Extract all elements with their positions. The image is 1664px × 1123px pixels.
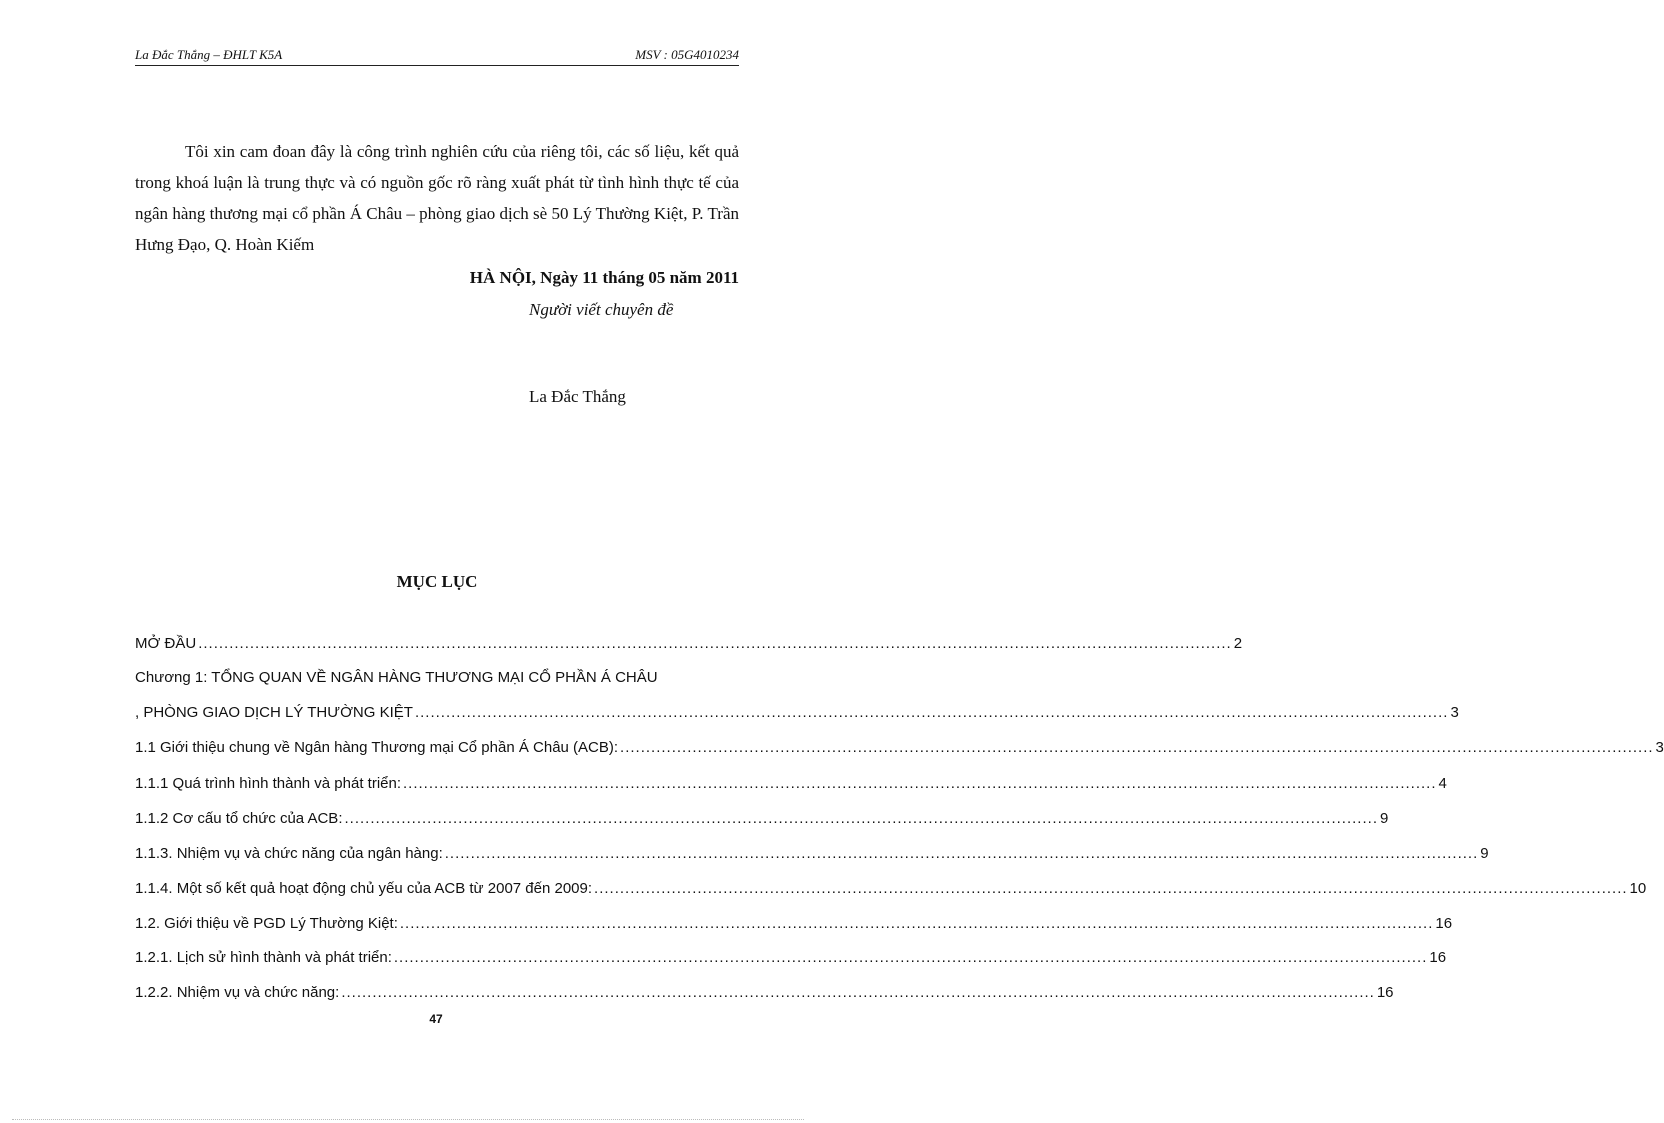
dot-leader: ........................................................................................................................................................................................................ (594, 880, 1628, 897)
dot-leader: ........................................................................................................................................................................................................ (198, 635, 1232, 652)
toc-entry-label: 1.2.2. Nhiệm vụ và chức năng: (135, 984, 340, 1001)
toc-entry[interactable] (135, 775, 1447, 797)
dot-leader: ........................................................................................................................................................................................................ (341, 984, 1375, 1001)
declaration-paragraph: Tôi xin cam đoan đây là công trình nghiên cứu của riêng tôi, các số liệu, kết quả trong khoá luận là trung thực và có nguồn gốc rõ ràng xuất phát từ tình hình thực tế của ngân hàng thương mại cổ phần Á Châu – phòng giao dịch sè 50 Lý Thường Kiệt, P. Trần Hưng Đạo, Q. Hoàn Kiếm (135, 142, 739, 254)
header-author: La Đắc Thắng – ĐHLT K5A (135, 47, 283, 62)
dot-leader: ........................................................................................................................................................................................................ (414, 704, 1449, 721)
toc-entry-page: 3 (1655, 739, 1664, 756)
toc-entry[interactable] (135, 669, 771, 691)
toc-entry-label: 1.1.1 Quá trình hình thành và phát triển: (135, 775, 402, 792)
dot-leader: ........................................................................................................................................................................................................ (620, 739, 1654, 756)
toc-entry-page: 10 (1629, 880, 1647, 897)
writer-label: Người viết chuyên đề (529, 300, 674, 319)
toc-entry-label: Chương 1: TỔNG QUAN VỀ NGÂN HÀNG THƯƠNG MẠI CỔ PHẦN Á CHÂU (135, 669, 658, 686)
toc-entry[interactable] (135, 739, 1664, 761)
toc-entry[interactable] (135, 810, 1389, 832)
toc-entry[interactable] (135, 949, 1447, 971)
toc-entry-page: 16 (1435, 915, 1453, 932)
toc-entry-label: , PHÒNG GIAO DỊCH LÝ THƯỜNG KIỆT (135, 704, 413, 721)
toc-entry-page: 4 (1438, 775, 1447, 792)
toc-entry-label: 1.1.2 Cơ cấu tổ chức của ACB: (135, 810, 343, 827)
toc-entry-label: 1.2. Giới thiệu về PGD Lý Thường Kiệt: (135, 915, 398, 932)
dot-leader: ........................................................................................................................................................................................................ (344, 810, 1378, 827)
toc-entry-label: 1.1.3. Nhiệm vụ và chức năng của ngân hàng: (135, 845, 443, 862)
toc-entry-page: 9 (1480, 845, 1489, 862)
toc-entry-page: 2 (1233, 635, 1243, 652)
toc-entry-page: 9 (1379, 810, 1389, 827)
toc-entry[interactable] (135, 984, 1394, 1006)
toc-entry-page: 16 (1376, 984, 1394, 1001)
dot-leader: ........................................................................................................................................................................................................ (399, 915, 1434, 932)
toc-entry[interactable] (135, 704, 1459, 726)
dot-leader: ........................................................................................................................................................................................................ (444, 845, 1479, 862)
dot-leader: ........................................................................................................................................................................................................ (393, 949, 1428, 966)
header-student-id: MSV : 05G4010234 (635, 47, 739, 62)
page-header (135, 47, 739, 66)
toc-entry[interactable] (135, 845, 1489, 867)
toc-entry[interactable] (135, 915, 1453, 937)
toc-entry-page: 16 (1429, 949, 1447, 966)
dot-leader: ........................................................................................................................................................................................................ (403, 775, 1437, 792)
page-number: 47 (429, 1012, 443, 1026)
toc-entry-label: MỞ ĐẦU (135, 635, 197, 652)
writer-name: La Đắc Thắng (529, 387, 626, 406)
page-bottom-divider (12, 1119, 804, 1120)
date-line: HÀ NỘI, Ngày 11 tháng 05 năm 2011 (469, 268, 739, 287)
toc-entry-label: 1.2.1. Lịch sử hình thành và phát triển: (135, 949, 392, 966)
toc-entry-label: 1.1.4. Một số kết quả hoạt động chủ yếu của ACB từ 2007 đến 2009: (135, 880, 593, 897)
toc-entry-label: 1.1 Giới thiệu chung về Ngân hàng Thương mại Cổ phần Á Châu (ACB): (135, 739, 619, 756)
toc-entry[interactable] (135, 880, 1647, 902)
toc-entry[interactable] (135, 635, 1243, 657)
toc-title: MỤC LỤC (396, 572, 478, 591)
toc-entry-page: 3 (1450, 704, 1459, 721)
